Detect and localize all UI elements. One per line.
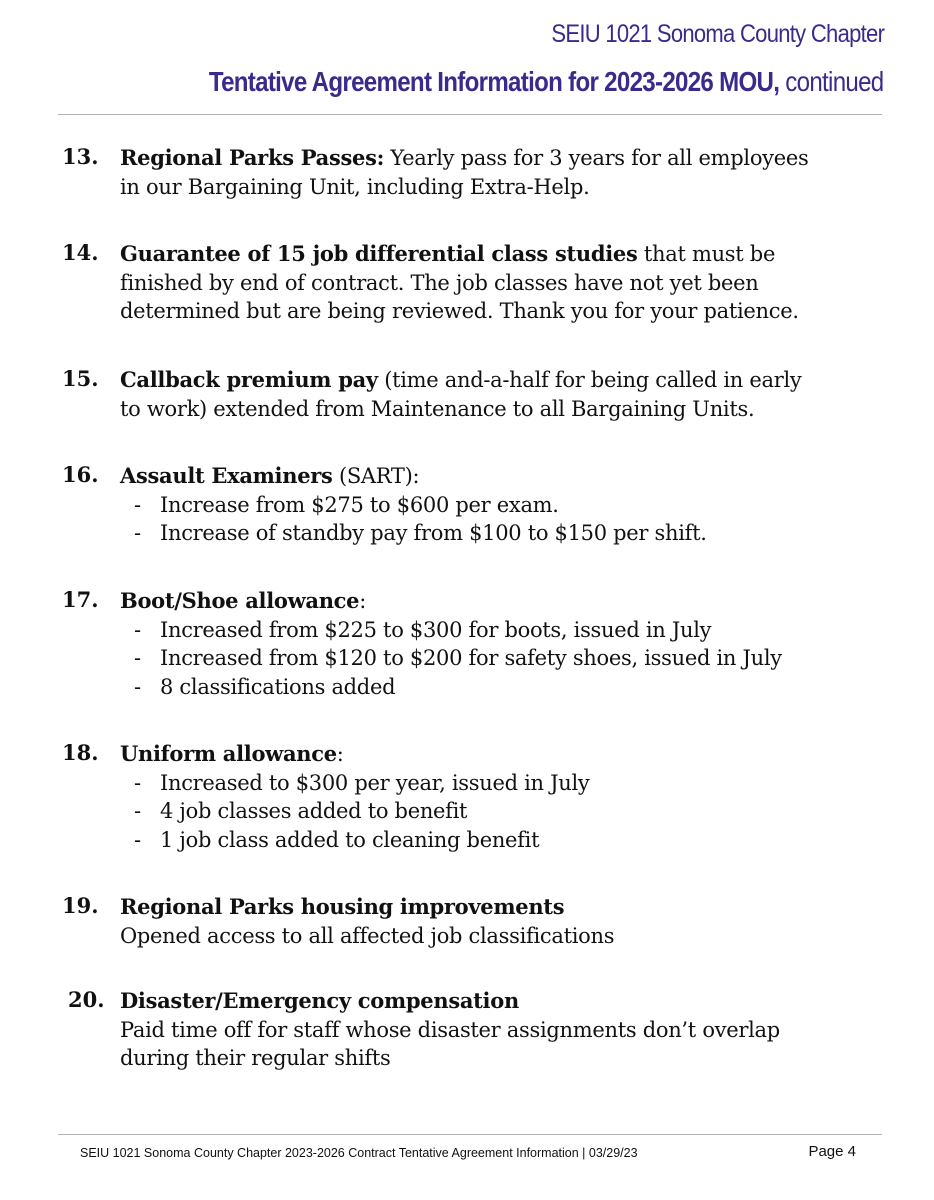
sub-bullet-text: Increase of standby pay from $100 to $150 per shift. (160, 521, 707, 545)
sub-bullet-text: Increased from $120 to $200 for safety shoes, issued in July (160, 646, 782, 670)
dash-bullet-icon: - (134, 799, 141, 823)
item-first-line (120, 587, 890, 616)
sub-bullet (120, 673, 890, 702)
sub-bullet-text: Increased from $225 to $300 for boots, issued in July (160, 617, 712, 642)
sub-bullet-text: 1 job class added to cleaning benefit (160, 827, 540, 852)
item-first-line (120, 987, 890, 1016)
dash-bullet-icon: - (134, 492, 141, 517)
item-first-line (120, 366, 890, 395)
item-body (120, 893, 890, 950)
item-heading: Regional Parks housing improvements (120, 894, 565, 919)
item-heading-tail: : (359, 589, 366, 613)
item-body (120, 587, 890, 701)
sub-bullet-text: Increase from $275 to $600 per exam. (160, 492, 559, 517)
item-first-line (120, 893, 890, 922)
item-heading: Guarantee of 15 job differential class studies (120, 241, 638, 266)
document-title-bold: Tentative Agreement Information for 2023-2026 MOU, (209, 66, 780, 97)
item-body (120, 740, 890, 854)
item-heading-tail: that must be (637, 242, 776, 266)
dash-bullet-icon: - (134, 674, 141, 699)
dash-bullet-icon: - (134, 646, 141, 670)
item-body (120, 366, 890, 423)
document-title (209, 66, 884, 98)
item-text-line: in our Bargaining Unit, including Extra-Help. (120, 174, 590, 199)
sub-bullet (120, 616, 890, 645)
page-number: Page 4 (808, 1143, 856, 1160)
item-number: 14. (62, 240, 99, 265)
chapter-name: SEIU 1021 Sonoma County Chapter (551, 20, 884, 48)
dash-bullet-icon: - (134, 827, 141, 852)
item-text-line: finished by end of contract. The job classes have not yet been (120, 270, 759, 295)
item-heading: Boot/Shoe allowance (120, 588, 360, 613)
item-number: 13. (62, 144, 99, 169)
sub-bullet-text: Increased to $300 per year, issued in July (160, 770, 590, 795)
dash-bullet-icon: - (134, 770, 141, 795)
sub-bullet (120, 519, 890, 548)
item-body (120, 144, 890, 201)
dash-bullet-icon: - (134, 617, 141, 642)
item-text-line: Paid time off for staff whose disaster assignments don’t overlap (120, 1017, 780, 1042)
item-text-line: determined but are being reviewed. Thank you for your patience. (120, 299, 799, 323)
item-number: 17. (62, 587, 99, 612)
item-body (120, 462, 890, 548)
item-heading-tail: (SART): (332, 464, 420, 488)
sub-bullet (120, 826, 890, 855)
item-text-line: during their regular shifts (120, 1046, 391, 1070)
sub-bullet-text: 8 classifications added (160, 674, 396, 699)
item-heading-tail: Yearly pass for 3 years for all employees (384, 146, 809, 170)
item-first-line (120, 240, 890, 269)
header-divider (58, 114, 882, 115)
item-number: 20. (68, 987, 105, 1012)
item-text-line: to work) extended from Maintenance to all Bargaining Units. (120, 396, 755, 421)
item-first-line (120, 740, 890, 769)
sub-bullet (120, 797, 890, 826)
item-heading: Disaster/Emergency compensation (120, 988, 519, 1013)
footer-divider (58, 1134, 882, 1135)
item-text-line: Opened access to all affected job classifications (120, 923, 615, 948)
sub-bullet (120, 491, 890, 520)
item-heading-tail: : (336, 742, 344, 766)
item-heading-tail: (time and-a-half for being called in early (377, 368, 802, 392)
document-title-continued: continued (779, 66, 884, 97)
item-number: 19. (62, 893, 99, 918)
sub-bullet (120, 769, 890, 798)
sub-bullet (120, 644, 890, 673)
item-heading: Assault Examiners (120, 463, 333, 488)
item-number: 16. (62, 462, 99, 487)
item-first-line (120, 462, 890, 491)
item-body (120, 240, 890, 326)
item-first-line (120, 144, 890, 173)
sub-bullet-text: 4 job classes added to benefit (160, 799, 468, 823)
item-heading: Uniform allowance (120, 741, 337, 766)
item-number: 15. (62, 366, 99, 391)
footer-text: SEIU 1021 Sonoma County Chapter 2023-2026 Contract Tentative Agreement Information | 03/29/23 (80, 1146, 638, 1160)
dash-bullet-icon: - (134, 521, 141, 545)
item-heading: Regional Parks Passes: (120, 145, 385, 170)
item-number: 18. (62, 740, 99, 765)
item-body (120, 987, 890, 1073)
page-header (0, 0, 934, 118)
item-heading: Callback premium pay (120, 367, 378, 392)
